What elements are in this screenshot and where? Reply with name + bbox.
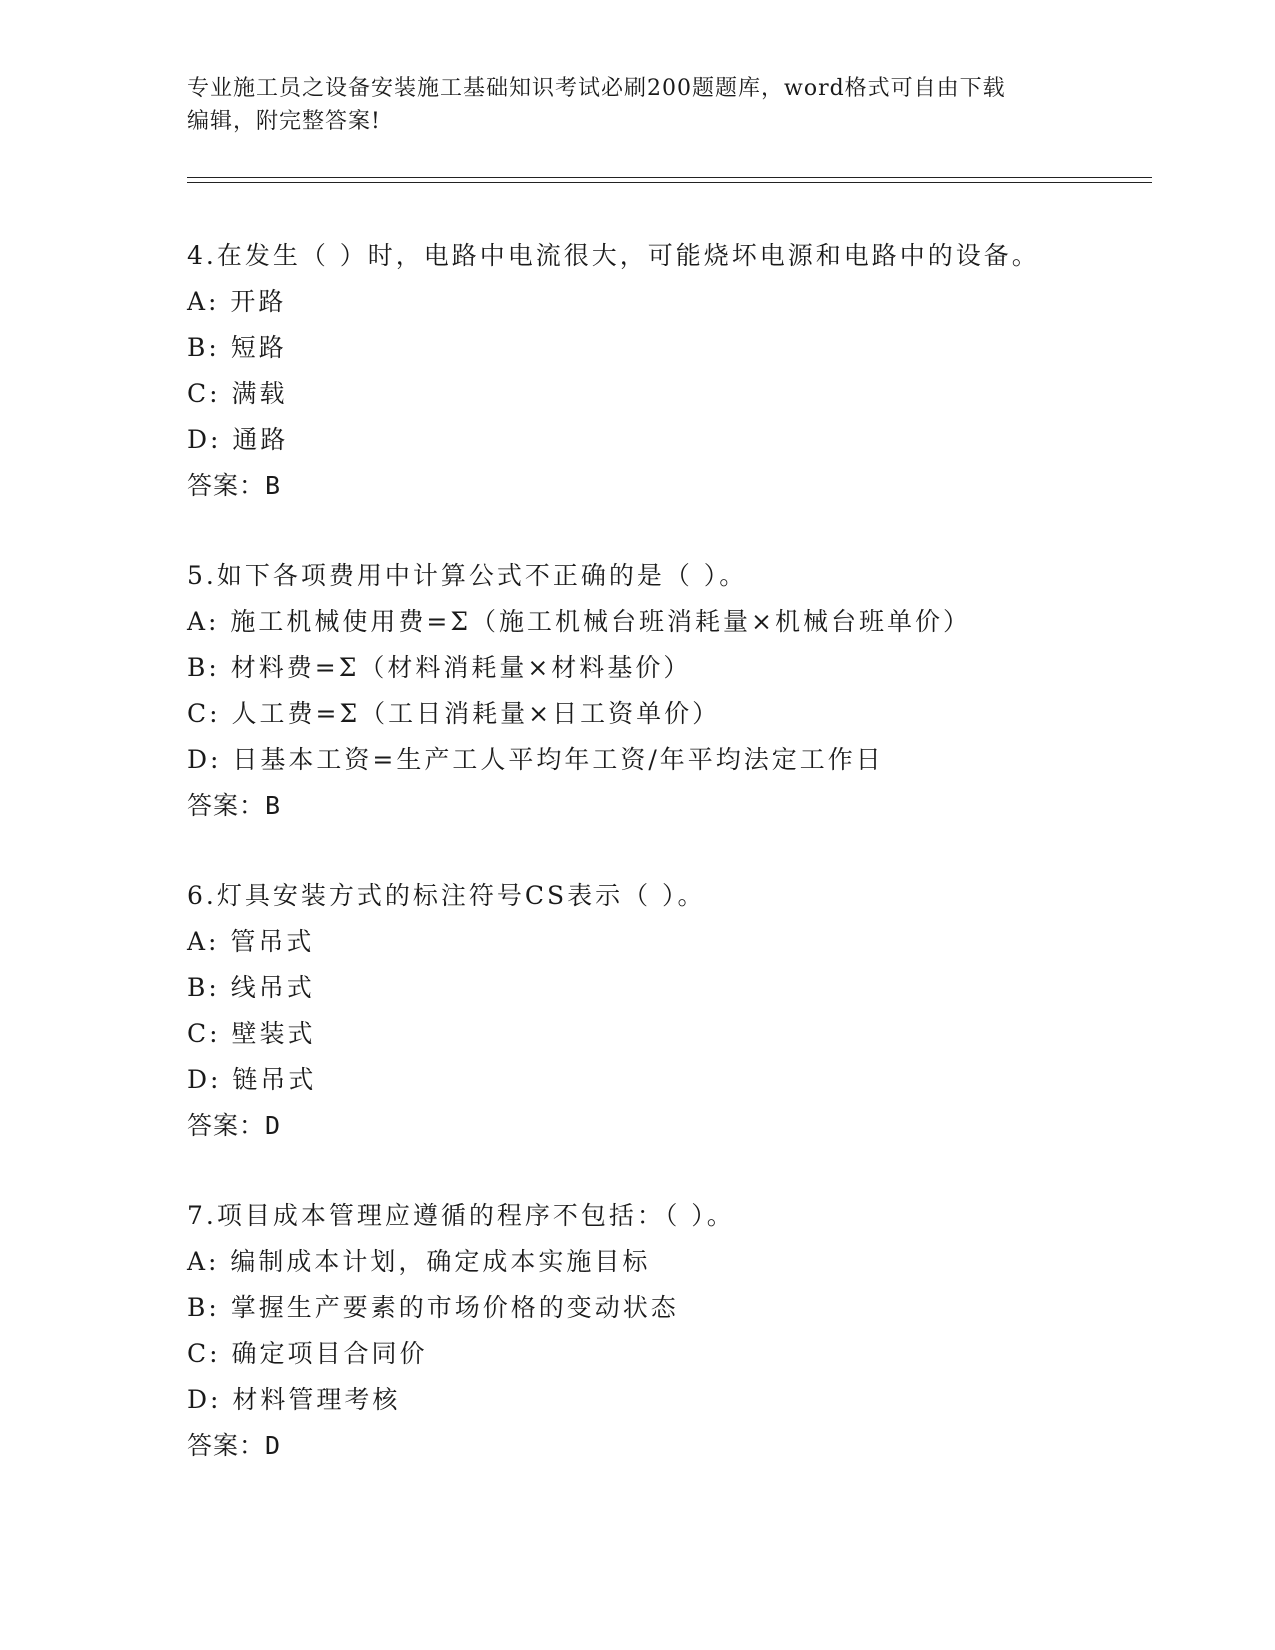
option-d: D: 链吊式 — [187, 1065, 317, 1094]
question-block — [187, 553, 1147, 829]
option-c: C: 满载 — [187, 379, 288, 408]
question-stem: 7.项目成本管理应遵循的程序不包括：（ ）。 — [187, 1201, 735, 1230]
answer-label: 答案： — [187, 791, 266, 820]
header-divider-top — [187, 177, 1152, 178]
option-d: D: 日基本工资=生产工人平均年工资/年平均法定工作日 — [187, 745, 884, 774]
answer-value: B — [265, 471, 282, 500]
header-line-1: 专业施工员之设备安装施工基础知识考试必刷200题题库，word格式可自由下载 — [187, 76, 1006, 101]
option-a: A: 管吊式 — [187, 927, 315, 956]
answer-value: D — [265, 1111, 282, 1140]
question-stem: 4.在发生（ ）时，电路中电流很大，可能烧坏电源和电路中的设备。 — [187, 241, 1040, 270]
answer-line — [187, 1423, 1147, 1469]
option-d: D: 通路 — [187, 425, 289, 454]
option-a: A: 施工机械使用费=Σ（施工机械台班消耗量×机械台班单价） — [187, 607, 971, 636]
question-block — [187, 1193, 1147, 1469]
header-line-2: 编辑，附完整答案! — [187, 109, 381, 134]
question-stem: 5.如下各项费用中计算公式不正确的是（ ）。 — [187, 561, 748, 590]
option-c: C: 人工费=Σ（工日消耗量×日工资单价） — [187, 699, 721, 728]
answer-line — [187, 1103, 1147, 1149]
option-b: B: 短路 — [187, 333, 287, 362]
option-a: A: 开路 — [187, 287, 287, 316]
answer-value: B — [265, 791, 282, 820]
option-b: B: 材料费=Σ（材料消耗量×材料基价） — [187, 653, 692, 682]
answer-label: 答案： — [187, 1431, 266, 1460]
question-block — [187, 233, 1147, 509]
document-header — [187, 72, 1087, 138]
question-stem: 6.灯具安装方式的标注符号CS表示（ ）。 — [187, 881, 706, 910]
answer-value: D — [265, 1431, 282, 1460]
answer-label: 答案： — [187, 471, 266, 500]
option-a: A: 编制成本计划，确定成本实施目标 — [187, 1247, 651, 1276]
option-c: C: 确定项目合同价 — [187, 1339, 428, 1368]
answer-line — [187, 783, 1147, 829]
option-b: B: 线吊式 — [187, 973, 315, 1002]
option-c: C: 壁装式 — [187, 1019, 316, 1048]
answer-label: 答案： — [187, 1111, 266, 1140]
header-divider-bottom — [187, 182, 1152, 183]
answer-line — [187, 463, 1147, 509]
option-d: D: 材料管理考核 — [187, 1385, 401, 1414]
option-b: B: 掌握生产要素的市场价格的变动状态 — [187, 1293, 679, 1322]
question-block — [187, 873, 1147, 1149]
